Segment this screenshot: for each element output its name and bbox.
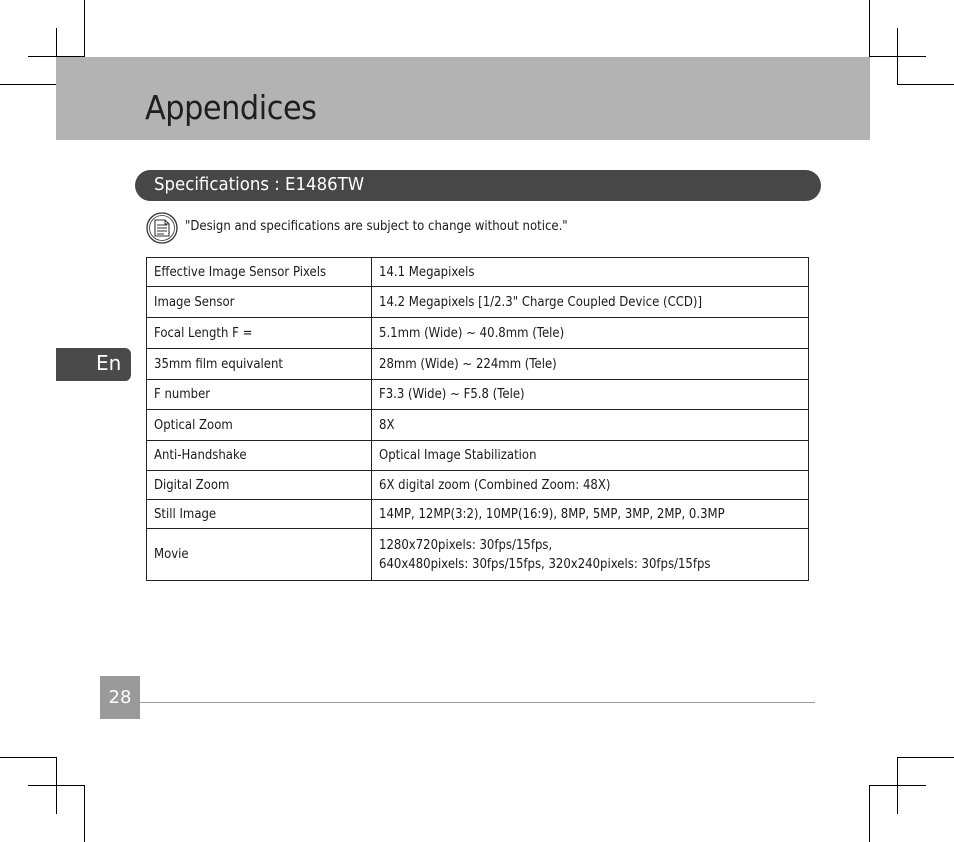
spec-value: 28mm (Wide) ~ 224mm (Tele) xyxy=(372,349,809,380)
table-row xyxy=(147,410,809,441)
spec-value: 14MP, 12MP(3:2), 10MP(16:9), 8MP, 5MP, 3MP, 2MP, 0.3MP xyxy=(372,500,809,529)
spec-label: Anti-Handshake xyxy=(147,441,372,471)
memo-note-icon xyxy=(146,212,178,244)
spec-value: 6X digital zoom (Combined Zoom: 48X) xyxy=(372,471,809,500)
table-row xyxy=(147,318,809,349)
table-row xyxy=(147,500,809,529)
spec-value: 8X xyxy=(372,410,809,441)
spec-label: Focal Length F = xyxy=(147,318,372,349)
table-row xyxy=(147,441,809,471)
note-text: "Design and specifications are subject to change without notice." xyxy=(185,219,568,234)
spec-value: Optical Image Stabilization xyxy=(372,441,809,471)
footer-divider xyxy=(140,702,815,703)
spec-label: Movie xyxy=(147,529,372,581)
table-row xyxy=(147,529,809,581)
language-tab xyxy=(56,348,131,381)
spec-label: Image Sensor xyxy=(147,287,372,318)
spec-value: 14.2 Megapixels [1/2.3" Charge Coupled Device (CCD)] xyxy=(372,287,809,318)
spec-label: Effective Image Sensor Pixels xyxy=(147,258,372,287)
table-row xyxy=(147,258,809,287)
table-row xyxy=(147,471,809,500)
page-number: 28 xyxy=(100,676,140,719)
table-row xyxy=(147,287,809,318)
spec-value: 14.1 Megapixels xyxy=(372,258,809,287)
spec-value: F3.3 (Wide) ~ F5.8 (Tele) xyxy=(372,380,809,410)
table-row xyxy=(147,380,809,410)
page-title: Appendices xyxy=(145,88,317,127)
spec-label: F number xyxy=(147,380,372,410)
spec-value: 5.1mm (Wide) ~ 40.8mm (Tele) xyxy=(372,318,809,349)
specifications-table xyxy=(146,257,809,581)
table-row xyxy=(147,349,809,380)
section-header-bar xyxy=(135,170,821,201)
spec-label: 35mm film equivalent xyxy=(147,349,372,380)
spec-label: Optical Zoom xyxy=(147,410,372,441)
section-title: Specifications : E1486TW xyxy=(154,174,365,195)
spec-label: Digital Zoom xyxy=(147,471,372,500)
spec-label: Still Image xyxy=(147,500,372,529)
language-label: En xyxy=(96,351,122,375)
spec-value: 1280x720pixels: 30fps/15fps, 640x480pixels: 30fps/15fps, 320x240pixels: 30fps/15fps xyxy=(372,529,809,581)
